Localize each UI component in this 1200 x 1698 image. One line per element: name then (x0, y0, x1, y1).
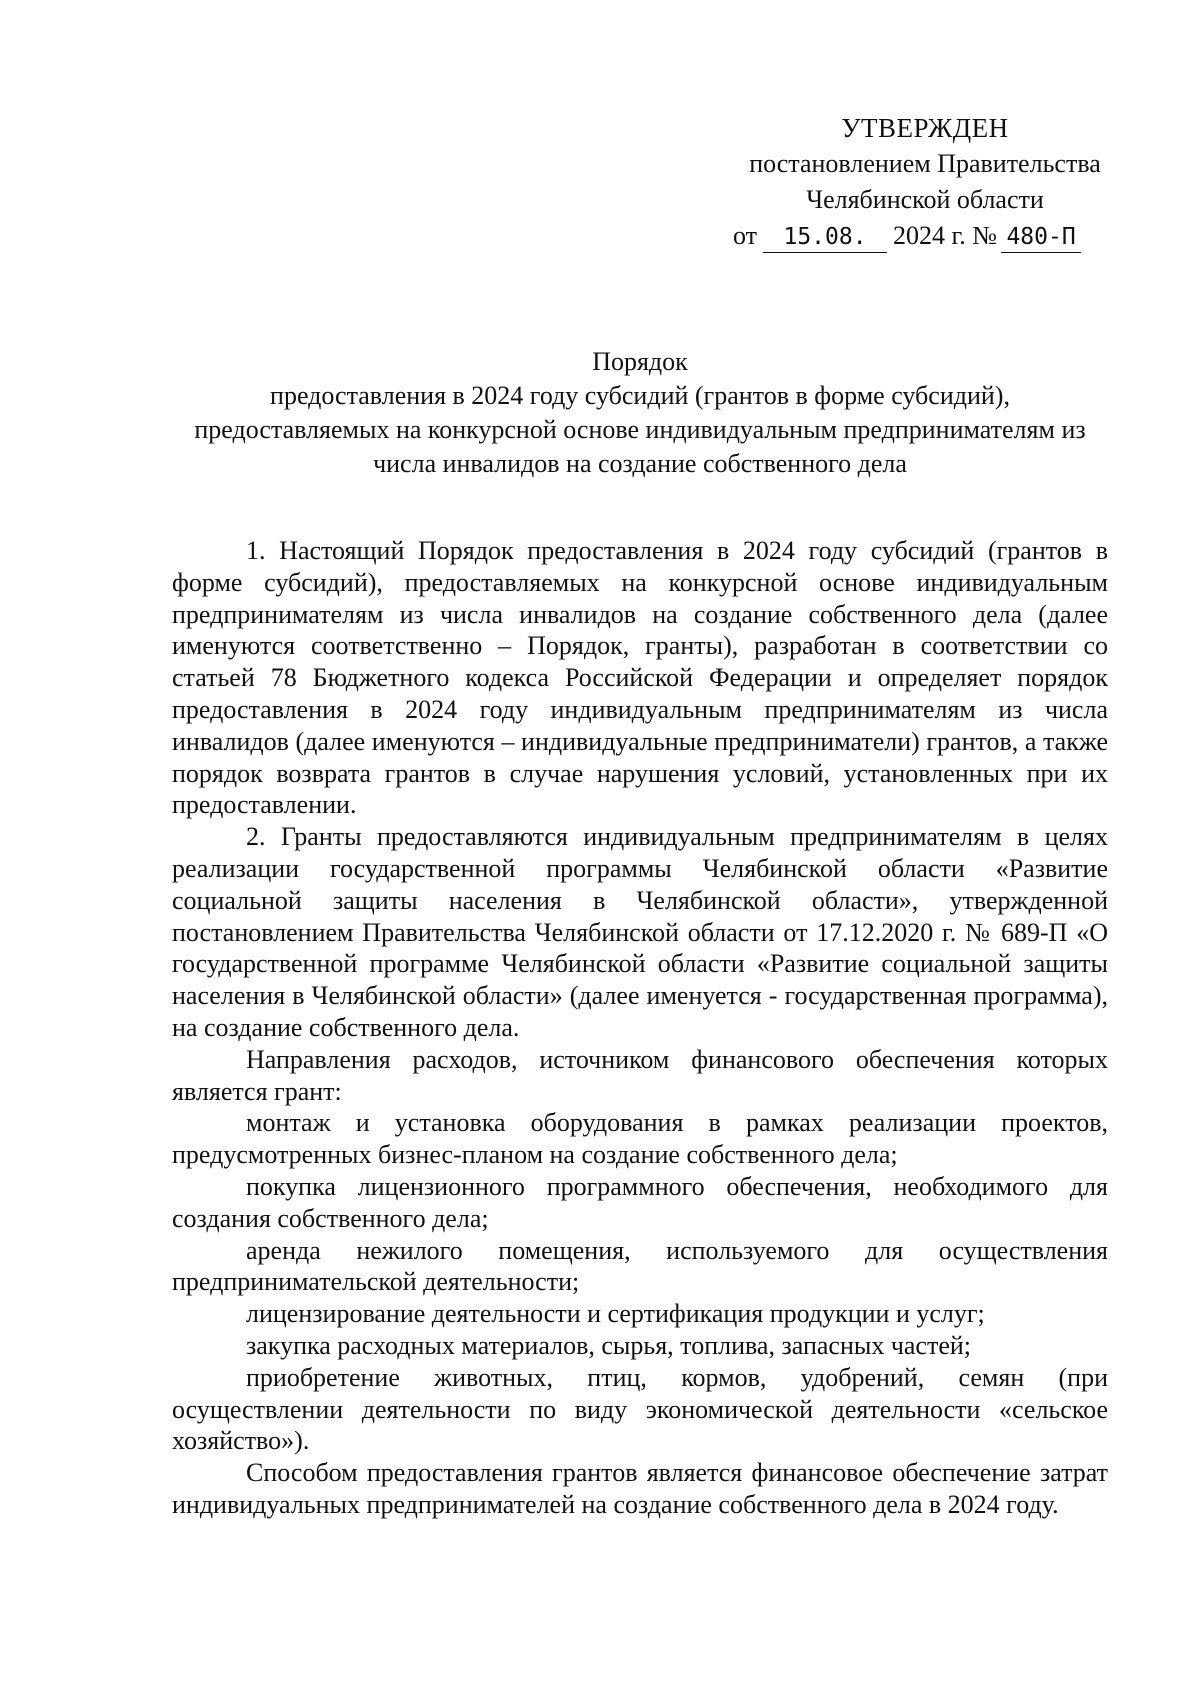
number-field: 480-П (1001, 222, 1081, 253)
paragraph-3: Направления расходов, источником финансового обеспечения которых является грант: (172, 1044, 1108, 1106)
document-heading (160, 345, 1120, 481)
paragraph-1: 1. Настоящий Порядок предоставления в 2024 году субсидий (грантов в форме субсидий), предоставляемых на конкурсной основе индивидуальным предпринимателям из числа инвалидов на создание собственного дела (далее именуются соответственно – Порядок, гранты), разработан в соответствии со статьей 78 Бюджетного кодекса Российской Федерации и определяет порядок предоставления в 2024 году индивидуальным предпринимателям из числа инвалидов (далее именуются – индивидуальные предприниматели) грантов, а также порядок возврата грантов в случае нарушения условий, установленных при их предоставлении. (172, 536, 1108, 820)
approval-line-2: Челябинской области (806, 185, 1044, 214)
paragraph-4: монтаж и установка оборудования в рамках реализации проектов, предусмотренных бизнес-планом на создание собственного дела; (172, 1108, 1108, 1170)
document-subtitle-line-2: предоставляемых на конкурсной основе индивидуальным предпринимателям из (194, 415, 1086, 444)
document-subtitle-line-3: числа инвалидов на создание собственного дела (373, 449, 907, 478)
paragraph-9: приобретение животных, птиц, кормов, удобрений, семян (при осуществлении деятельности по виду экономической деятельности «сельское хозяйство»). (172, 1362, 1108, 1456)
from-label: от (733, 221, 758, 250)
document-body (172, 535, 1108, 1521)
paragraph-8: закупка расходных материалов, сырья, топлива, запасных частей; (246, 1330, 972, 1360)
approval-line-1: постановлением Правительства (749, 149, 1101, 178)
year-number-label: 2024 г. № (893, 221, 998, 250)
paragraph-7: лицензирование деятельности и сертификация продукции и услуг; (246, 1299, 985, 1329)
paragraph-5: покупка лицензионного программного обеспечения, необходимого для создания собственного дела; (172, 1171, 1108, 1233)
date-field: 15.08. (763, 222, 887, 253)
approval-stamp-block (725, 110, 1125, 254)
paragraph-6: аренда нежилого помещения, используемого для осуществления предпринимательской деятельности; (172, 1235, 1108, 1297)
approval-title: УТВЕРЖДЕН (841, 113, 1009, 143)
approval-date-line (725, 218, 1125, 254)
document-subtitle-line-1: предоставления в 2024 году субсидий (грантов в форме субсидий), (270, 381, 1010, 410)
paragraph-2: 2. Гранты предоставляются индивидуальным предпринимателям в целях реализации государственной программы Челябинской области «Развитие социальной защиты населения в Челябинской области», утвержденной постановлением Правительства Челябинской области от 17.12.2020 г. № 689-П «О государственной программе Челябинской области «Развитие социальной защиты населения в Челябинской области» (далее именуется - государственная программа), на создание собственного дела. (172, 822, 1108, 1042)
document-title: Порядок (592, 347, 688, 376)
paragraph-10: Способом предоставления грантов является финансовое обеспечение затрат индивидуальных предпринимателей на создание собственного дела в 2024 году. (172, 1458, 1108, 1519)
